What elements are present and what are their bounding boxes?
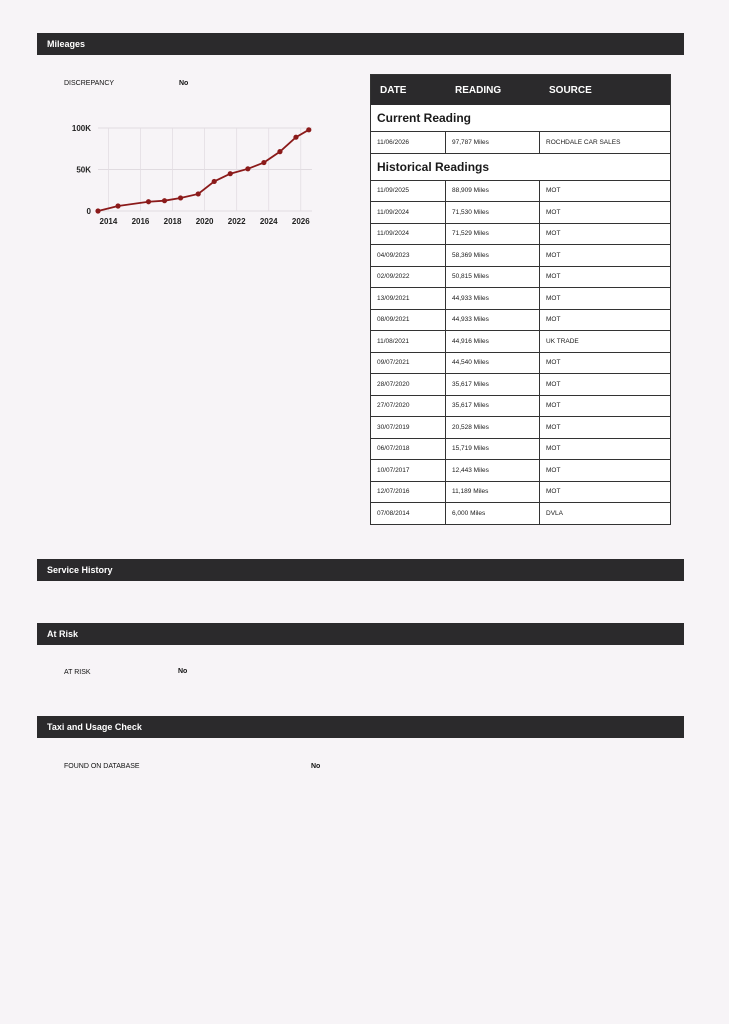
- table-header: [371, 75, 670, 105]
- x-tick-label: 2018: [163, 217, 182, 226]
- date-cell: 11/08/2021: [371, 331, 446, 352]
- date-cell: 02/09/2022: [371, 267, 446, 288]
- source-cell: ROCHDALE CAR SALES: [546, 138, 621, 146]
- x-tick-label: 2026: [291, 217, 310, 226]
- date-cell: 04/09/2023: [371, 245, 446, 266]
- source-cell: MOT: [546, 445, 561, 453]
- data-point: [196, 191, 201, 196]
- table-row: [371, 353, 670, 375]
- series-line: [98, 130, 309, 211]
- date-cell: 11/06/2026: [371, 132, 446, 153]
- found-on-database-value: No: [311, 763, 321, 770]
- table-row: [371, 417, 670, 439]
- x-tick-label: 2022: [227, 217, 246, 226]
- table-row: [371, 245, 670, 267]
- current-reading-title: Current Reading: [371, 105, 670, 132]
- historical-readings-title: Historical Readings: [371, 154, 670, 181]
- table-row: [371, 288, 670, 310]
- reading-cell: 44,916 Miles: [446, 331, 540, 352]
- table-row: [371, 224, 670, 246]
- date-cell: 12/07/2016: [371, 482, 446, 503]
- reading-cell: 44,540 Miles: [446, 353, 540, 374]
- reading-cell: 97,787 Miles: [446, 132, 540, 153]
- column-header-source: SOURCE: [549, 84, 592, 96]
- table-row: [371, 460, 670, 482]
- date-cell: 06/07/2018: [371, 439, 446, 460]
- table-row: [371, 202, 670, 224]
- service-history-header: Service History: [37, 559, 684, 581]
- reading-cell: 88,909 Miles: [446, 181, 540, 202]
- mileages-header: Mileages: [37, 33, 684, 55]
- date-cell: 08/09/2021: [371, 310, 446, 331]
- source-cell: MOT: [546, 380, 561, 388]
- source-cell: UK TRADE: [546, 337, 579, 345]
- table-row: [371, 132, 670, 153]
- table-row: [371, 310, 670, 332]
- date-cell: 28/07/2020: [371, 374, 446, 395]
- source-cell: MOT: [546, 316, 561, 324]
- x-tick-label: 2024: [259, 217, 278, 226]
- reading-cell: 15,719 Miles: [446, 439, 540, 460]
- source-cell: DVLA: [546, 509, 563, 517]
- table-row: [371, 374, 670, 396]
- date-cell: 11/09/2025: [371, 181, 446, 202]
- reading-cell: 11,189 Miles: [446, 482, 540, 503]
- date-cell: 30/07/2019: [371, 417, 446, 438]
- data-point: [212, 179, 217, 184]
- data-point: [306, 127, 311, 132]
- source-cell: MOT: [546, 466, 561, 474]
- historical-reading-rows: [371, 181, 670, 524]
- data-point: [293, 135, 298, 140]
- data-point: [261, 160, 266, 165]
- reading-cell: 44,933 Miles: [446, 310, 540, 331]
- mileage-table: [370, 74, 671, 525]
- reading-cell: 44,933 Miles: [446, 288, 540, 309]
- reading-cell: 12,443 Miles: [446, 460, 540, 481]
- source-cell: MOT: [546, 273, 561, 281]
- source-cell: MOT: [546, 251, 561, 259]
- reading-cell: 71,529 Miles: [446, 224, 540, 245]
- mileage-chart: [60, 118, 325, 230]
- y-tick-label: 0: [86, 207, 91, 216]
- taxi-usage-header: Taxi and Usage Check: [37, 716, 684, 738]
- table-row: [371, 181, 670, 203]
- table-row: [371, 503, 670, 524]
- x-tick-label: 2014: [99, 217, 118, 226]
- reading-cell: 50,815 Miles: [446, 267, 540, 288]
- data-point: [245, 166, 250, 171]
- at-risk-label: AT RISK: [64, 669, 91, 676]
- y-tick-label: 50K: [76, 165, 91, 175]
- discrepancy-value: No: [179, 80, 189, 87]
- source-cell: MOT: [546, 230, 561, 238]
- source-cell: MOT: [546, 488, 561, 496]
- x-tick-label: 2016: [131, 217, 150, 226]
- source-cell: MOT: [546, 187, 561, 195]
- table-row: [371, 482, 670, 504]
- date-cell: 09/07/2021: [371, 353, 446, 374]
- data-point: [277, 149, 282, 154]
- date-cell: 07/08/2014: [371, 503, 446, 524]
- data-point: [95, 208, 100, 213]
- source-cell: MOT: [546, 208, 561, 216]
- reading-cell: 20,528 Miles: [446, 417, 540, 438]
- column-header-reading: READING: [455, 84, 502, 96]
- at-risk-value: No: [178, 668, 188, 675]
- table-row: [371, 439, 670, 461]
- at-risk-header: At Risk: [37, 623, 684, 645]
- table-row: [371, 396, 670, 418]
- y-tick-label: 100K: [71, 124, 91, 133]
- data-point: [178, 195, 183, 200]
- source-cell: MOT: [546, 402, 561, 410]
- date-cell: 10/07/2017: [371, 460, 446, 481]
- reading-cell: 71,530 Miles: [446, 202, 540, 223]
- date-cell: 13/09/2021: [371, 288, 446, 309]
- date-cell: 11/09/2024: [371, 224, 446, 245]
- reading-cell: 35,617 Miles: [446, 396, 540, 417]
- data-point: [146, 199, 151, 204]
- reading-cell: 58,369 Miles: [446, 245, 540, 266]
- column-header-date: DATE: [380, 84, 407, 96]
- date-cell: 27/07/2020: [371, 396, 446, 417]
- reading-cell: 35,617 Miles: [446, 374, 540, 395]
- data-point: [115, 203, 120, 208]
- data-point: [162, 198, 167, 203]
- table-row: [371, 331, 670, 353]
- discrepancy-label: DISCREPANCY: [64, 80, 115, 87]
- found-on-database-label: FOUND ON DATABASE: [64, 763, 140, 770]
- x-tick-label: 2020: [195, 217, 214, 226]
- current-reading-rows: [371, 132, 670, 154]
- source-cell: MOT: [546, 423, 561, 431]
- source-cell: MOT: [546, 294, 561, 302]
- source-cell: MOT: [546, 359, 561, 367]
- date-cell: 11/09/2024: [371, 202, 446, 223]
- reading-cell: 6,000 Miles: [446, 503, 540, 524]
- table-row: [371, 267, 670, 289]
- data-point: [228, 171, 233, 176]
